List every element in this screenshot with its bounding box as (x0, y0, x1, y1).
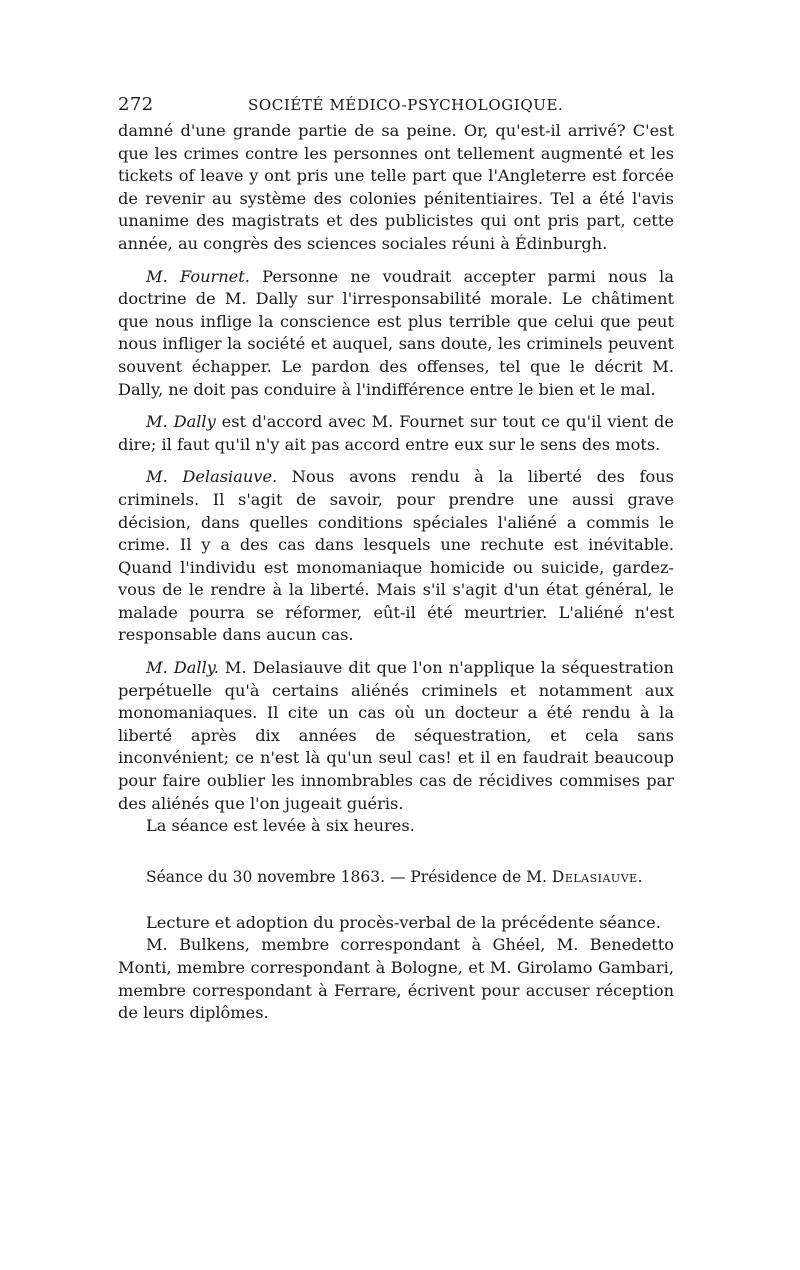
session-heading (118, 868, 674, 886)
speaker-name: M. Delasiauve. (146, 467, 278, 487)
paragraph-closing-session: La séance est levée à six heures. (146, 816, 415, 836)
paragraph-text: M. Delasiauve dit que l'on n'applique la séquestration perpétuelle qu'à certains aliénés criminels et notamment aux monomaniaques. Il cite un cas où un docteur a été rendu à la liberté après dix années de séquestration, et cela sans inconvénient; ce n'est là qu'un seul cas! et il en faudrait beaucoup pour faire oublier les innombrables cas de récidives commises par des aliénés que l'on jugeait guéris. (118, 658, 674, 813)
paragraph-text: est d'accord avec M. Fournet sur tout ce qu'il vient de dire; il faut qu'il n'y ait pas accord entre eux sur le sens des mots. (118, 412, 674, 454)
paragraph-text: Nous avons rendu à la liberté des fous criminels. Il s'agit de savoir, pour prendre une aussi grave décision, dans quelles conditions spéciales l'aliéné a commis le crime. Il y a des cas dans lesquels une rechute est inévitable. Quand l'individu est monomaniaque homicide ou suicide, gardez-vous de le rendre à la liberté. Mais s'il s'agit d'un état général, le malade pourra se réformer, eût-il été meurtrier. L'aliéné n'est responsable dans aucun cas. (118, 467, 674, 645)
paragraph-continuation: damné d'une grande partie de sa peine. Or, qu'est-il arrivé? C'est que les crimes contre les personnes ont tellement augmenté et les tickets of leave y ont pris une telle part que l'Angleterre est forcée de revenir au système des colonies pénitentiaires. Tel a été l'avis unanime des magistrats et des publicistes qui ont pris part, cette année, au congrès des sciences sociales réuni à Édinburgh. (118, 121, 674, 253)
session-president: Delasiauve. (551, 867, 644, 886)
paragraph-text: Personne ne voudrait accepter parmi nous la doctrine de M. Dally sur l'irresponsabilité morale. Le châtiment que nous inflige la conscience est plus terrible que celui que peut nous infliger la société et auquel, sans doute, les criminels peuvent souvent échapper. Le pardon des offenses, tel que le décrit M. Dally, ne doit pas conduire à l'indifférence entre le bien et le mal. (118, 266, 675, 399)
paragraph-dally-1 (118, 411, 674, 456)
paragraph-fournet (118, 266, 674, 402)
running-title: SOCIÉTÉ MÉDICO-PSYCHOLOGIQUE. (248, 96, 564, 114)
speaker-name: M. Dally. (146, 658, 219, 678)
speaker-name: M. Fournet. (146, 266, 250, 286)
running-head (118, 94, 674, 120)
speaker-name: M. Dally (146, 412, 216, 432)
session-heading-text: Séance du 30 novembre 1863. — Présidence de M. (146, 867, 552, 886)
paragraph-delasiauve (118, 466, 674, 647)
paragraph-minutes: Lecture et adoption du procès-verbal de la précédente séance. (146, 912, 661, 932)
paragraph-dally-2 (118, 657, 674, 815)
paragraph-correspondence: M. Bulkens, membre correspondant à Ghéel, M. Benedetto Monti, membre correspondant à Bologne, et M. Girolamo Gambari, membre correspondant à Ferrare, écrivent pour accuser réception de leurs diplômes. (118, 935, 674, 1023)
page-number: 272 (118, 94, 154, 115)
book-page (118, 94, 674, 1025)
